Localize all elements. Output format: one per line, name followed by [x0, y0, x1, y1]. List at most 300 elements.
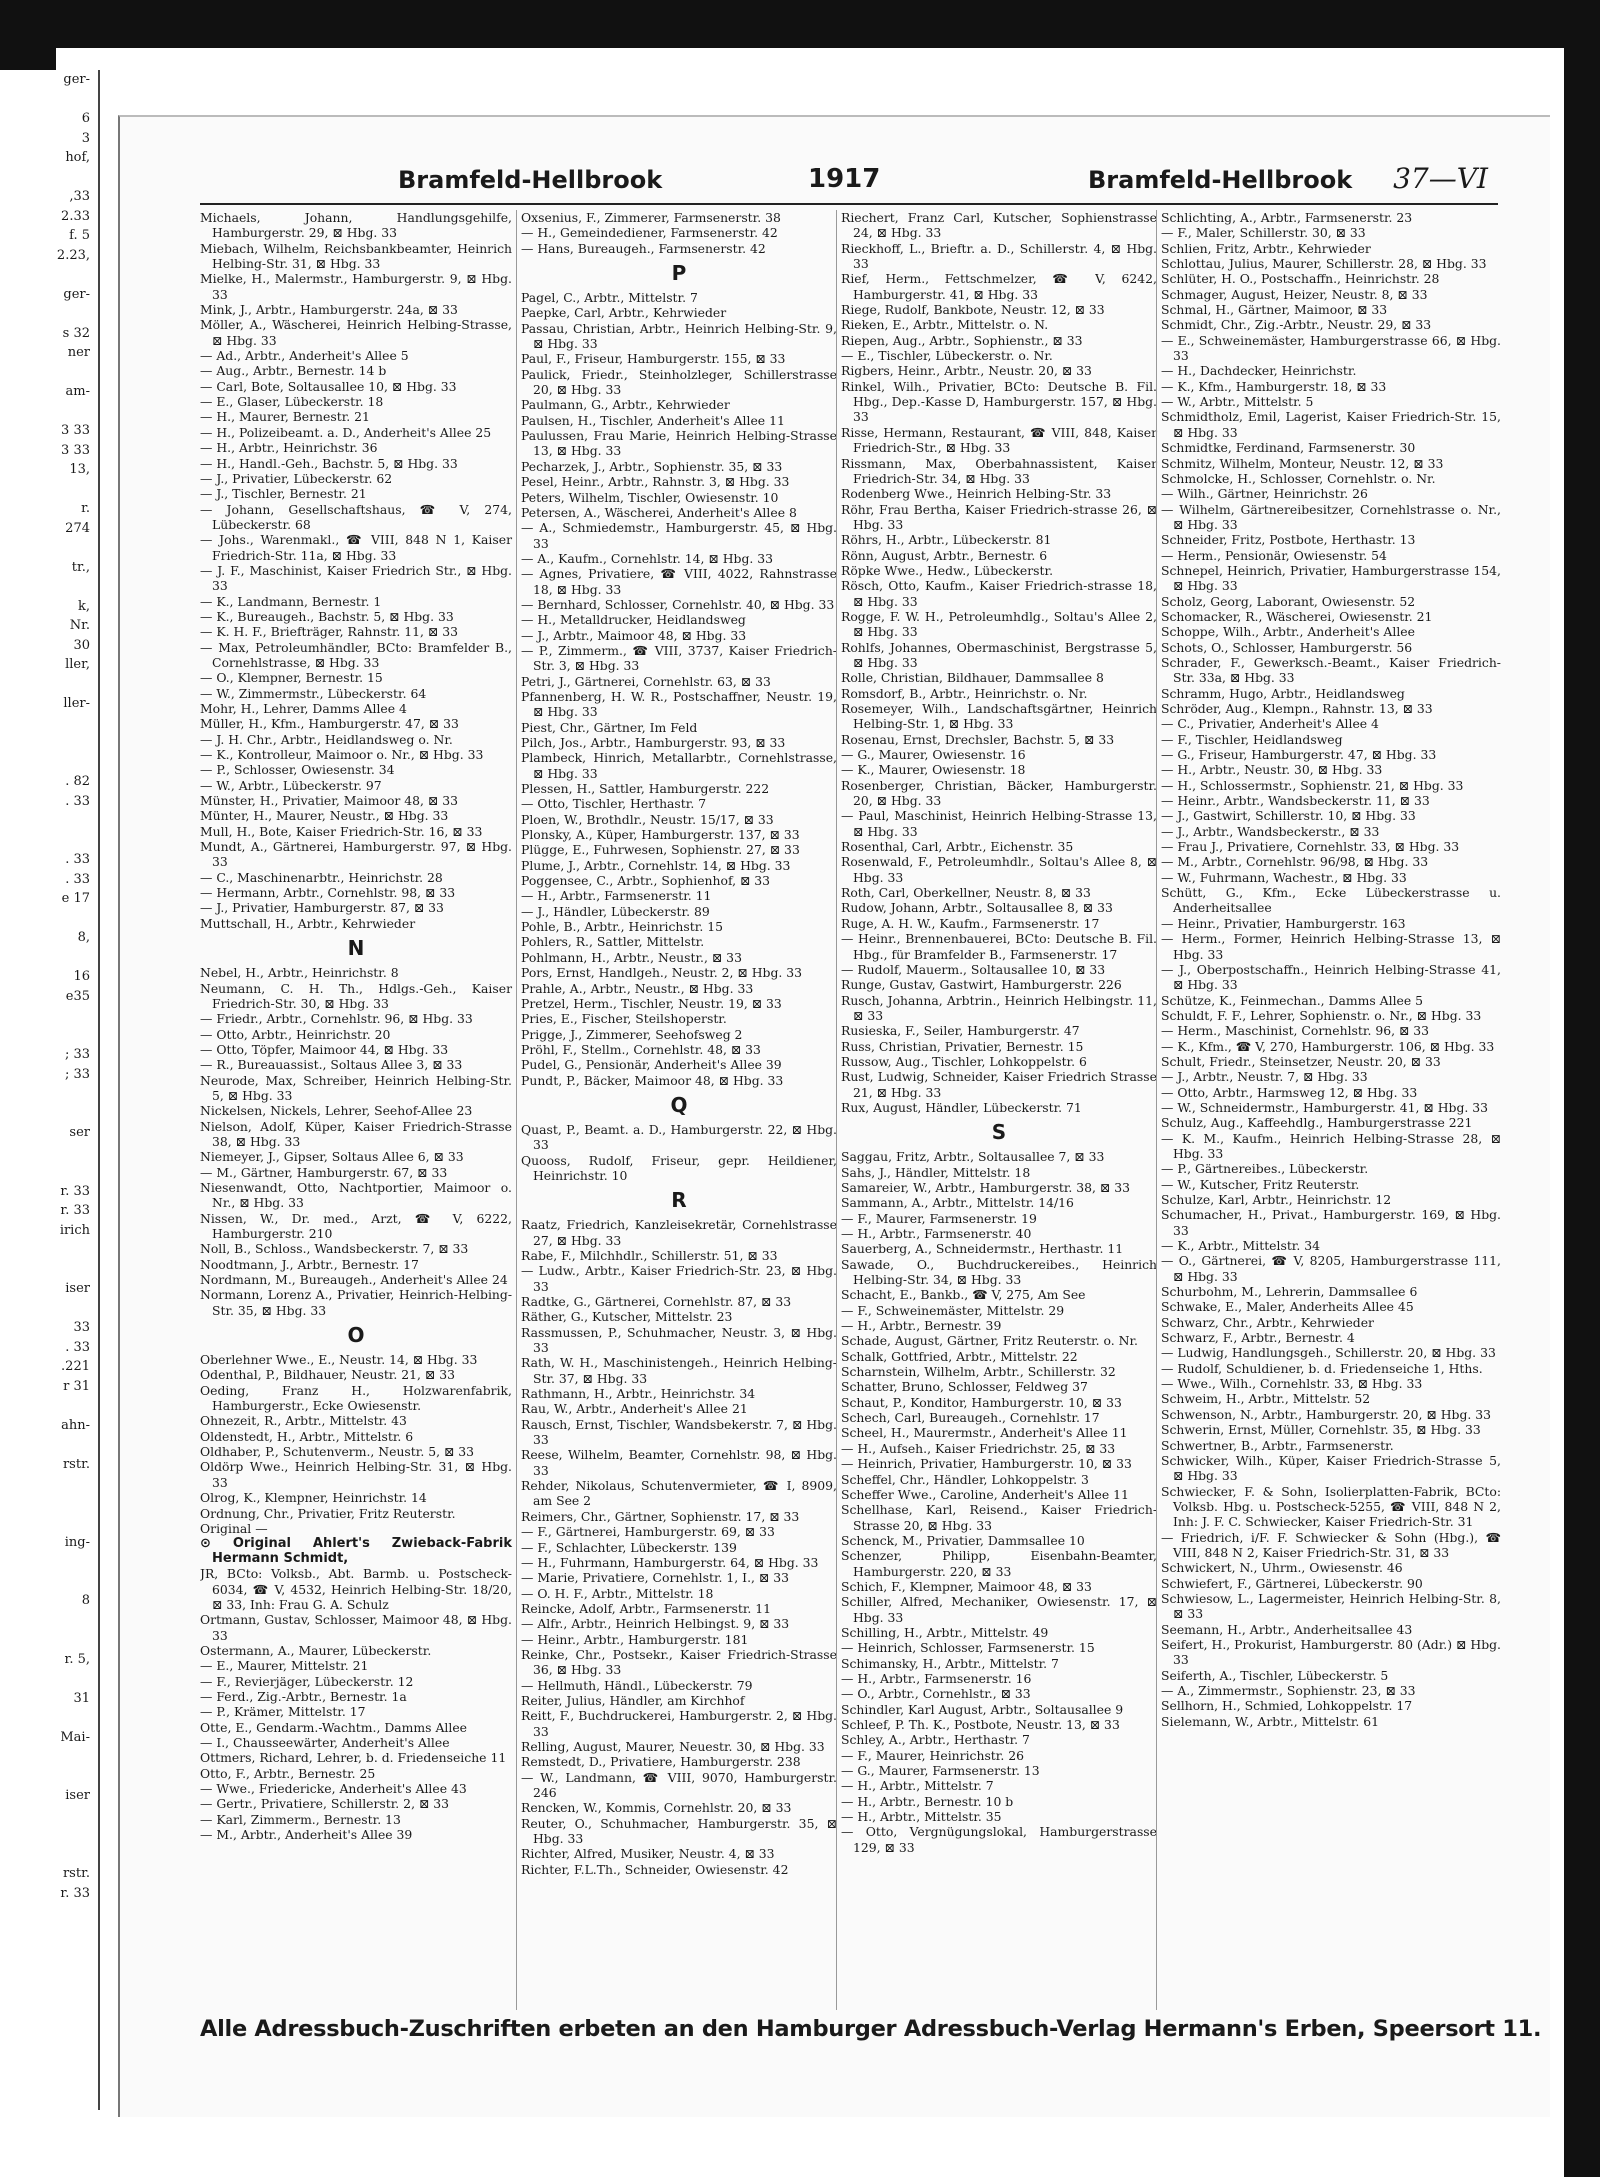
margin-fragment: r 31 — [63, 1378, 90, 1394]
directory-entry: Schwicker, Wilh., Küper, Kaiser Friedrich-Strasse 5, ⊠ Hbg. 33 — [1161, 1452, 1501, 1484]
directory-entry: Schleef, P. Th. K., Postbote, Neustr. 13, ⊠ 33 — [841, 1717, 1120, 1732]
directory-entry: — Otto, Tischler, Herthastr. 7 — [521, 796, 707, 812]
margin-fragment: ing- — [64, 1534, 90, 1550]
directory-entry: Schwerin, Ernst, Müller, Cornehlstr. 35, ⊠ Hbg. 33 — [1161, 1422, 1481, 1438]
directory-entry: — Herm., Former, Heinrich Helbing-Strasse 13, ⊠ Hbg. 33 — [1161, 931, 1501, 962]
directory-entry: Paul, F., Friseur, Hamburgerstr. 155, ⊠ 33 — [521, 351, 786, 367]
margin-fragment: . 33 — [65, 852, 90, 867]
directory-entry: — O., Klempner, Bernestr. 15 — [200, 670, 383, 686]
directory-entry: — Ferd., Zig.-Arbtr., Bernestr. 1a — [200, 1688, 407, 1704]
section-letter: S — [991, 1120, 1007, 1145]
directory-entry: — O., Arbtr., Cornehlstr., ⊠ 33 — [841, 1686, 1031, 1702]
margin-fragment — [0, 1084, 98, 1104]
directory-entry: — Heinrich, Schlosser, Farmsenerstr. 15 — [841, 1640, 1095, 1656]
margin-fragment — [0, 714, 98, 734]
margin-fragment: k, — [77, 598, 90, 614]
directory-entry: Röhr, Frau Bertha, Kaiser Friedrich-strasse 26, ⊠ Hbg. 33 — [841, 501, 1157, 532]
directory-column-3 — [836, 210, 1161, 2010]
directory-entry: Schech, Carl, Bureaugeh., Cornehlstr. 17 — [841, 1410, 1100, 1426]
directory-entry: — W., Zimmermstr., Lübeckerstr. 64 — [200, 685, 427, 701]
margin-fragment: ller, — [65, 657, 90, 672]
directory-entry: Schlottau, Julius, Maurer, Schillerstr. 28, ⊠ Hbg. 33 — [1161, 256, 1487, 272]
directory-entry: Otte, E., Gendarm.-Wachtm., Damms Allee — [200, 1719, 468, 1735]
margin-fragment: ger- — [63, 72, 90, 87]
directory-entry: — K., Maurer, Owiesenstr. 18 — [841, 762, 1026, 778]
directory-entry: Raatz, Friedrich, Kanzleisekretär, Cornehlstrasse 27, ⊠ Hbg. 33 — [521, 1217, 837, 1248]
directory-entry: Pesel, Heinr., Arbtr., Rahnstr. 3, ⊠ Hbg. 33 — [521, 474, 790, 490]
directory-entry: Pröhl, F., Stellm., Cornehlstr. 48, ⊠ 33 — [521, 1041, 761, 1057]
directory-entry: — W., Schneidermstr., Hamburgerstr. 41, ⊠ Hbg. 33 — [1161, 1099, 1489, 1115]
margin-fragment: r. 33 — [60, 1203, 90, 1218]
margin-fragment — [0, 1006, 98, 1026]
directory-entry: Münster, H., Privatier, Maimoor 48, ⊠ 33 — [200, 793, 458, 809]
directory-entry: Pilch, Jos., Arbtr., Hamburgerstr. 93, ⊠ 33 — [521, 735, 786, 750]
directory-entry: Prigge, J., Zimmerer, Seehofsweg 2 — [521, 1026, 743, 1042]
directory-entry: — K., Kfm., Hamburgerstr. 18, ⊠ 33 — [1161, 378, 1387, 394]
directory-entry: Mull, H., Bote, Kaiser Friedrich-Str. 16, ⊠ 33 — [200, 823, 483, 839]
directory-entry: — F., Schlachter, Lübeckerstr. 139 — [521, 1539, 737, 1555]
directory-entry: — W., Landmann, ☎ VIII, 9070, Hamburgerstr. 246 — [521, 1769, 837, 1800]
margin-fragment: r. — [81, 501, 90, 516]
directory-entry: Sahs, J., Händler, Mittelstr. 18 — [841, 1164, 1031, 1180]
directory-entry: Schaut, P., Konditor, Hamburgerstr. 10, ⊠ 33 — [841, 1394, 1122, 1410]
directory-entry: — H., Arbtr., Farmsenerstr. 11 — [521, 888, 712, 904]
margin-fragment — [0, 90, 98, 110]
directory-entry: — K., Arbtr., Mittelstr. 34 — [1161, 1238, 1321, 1254]
margin-fragment — [0, 909, 98, 929]
directory-entry: — Otto, Arbtr., Heinrichstr. 20 — [200, 1026, 391, 1042]
directory-entry: Rosenwald, F., Petroleumhdlr., Soltau's Allee 8, ⊠ Hbg. 33 — [841, 854, 1157, 885]
directory-entry: Schenck, M., Privatier, Dammsallee 10 — [841, 1532, 1085, 1548]
directory-entry: — Alfr., Arbtr., Heinrich Helbingst. 9, ⊠ 33 — [521, 1616, 790, 1632]
directory-entry: — F., Gärtnerei, Hamburgerstr. 69, ⊠ 33 — [521, 1524, 775, 1540]
margin-fragment: . 33 — [65, 871, 90, 887]
margin-fragment: 2.33 — [61, 208, 90, 224]
directory-entry: Schmager, August, Heizer, Neustr. 8, ⊠ 33 — [1161, 286, 1428, 302]
margin-fragment — [0, 168, 98, 188]
margin-fragment: 6 — [81, 111, 90, 126]
directory-entry: — F., Maler, Schillerstr. 30, ⊠ 33 — [1161, 225, 1366, 241]
directory-entry: Röhrs, H., Arbtr., Lübeckerstr. 81 — [841, 532, 1052, 548]
directory-entry: — Otto, Vergnügungslokal, Hamburgerstrasse 129, ⊠ 33 — [841, 1824, 1157, 1855]
directory-entry: — H., Maurer, Bernestr. 21 — [200, 409, 370, 425]
directory-entry: — Friedrich, i/F. F. Schwiecker & Sohn (Hbg.), ☎ VIII, 848 N 2, Kaiser Friedrich-Str. 31, ⊠ 33 — [1161, 1529, 1501, 1560]
margin-fragment: 8 — [81, 1593, 90, 1608]
margin-fragment — [0, 1435, 98, 1455]
margin-fragment: rstr. — [62, 1866, 90, 1881]
directory-entry: Schurbohm, M., Lehrerin, Dammsallee 6 — [1161, 1284, 1418, 1300]
margin-fragment: s 32 — [62, 325, 90, 341]
directory-entry: — Max, Petroleumhändler, BCto: Bramfelder B., Cornehlstrasse, ⊠ Hbg. 33 — [200, 639, 512, 670]
directory-entry: Rosemeyer, Wilh., Landschaftsgärtner, Heinrich Helbing-Str. 1, ⊠ Hbg. 33 — [841, 701, 1157, 732]
directory-entry: Schlien, Fritz, Arbtr., Kehrwieder — [1161, 240, 1371, 256]
header-rule — [200, 203, 1498, 205]
directory-entry: Schulze, Karl, Arbtr., Heinrichstr. 12 — [1161, 1192, 1392, 1207]
directory-entry: Schwake, E., Maler, Anderheits Allee 45 — [1161, 1299, 1414, 1315]
directory-entry: Radtke, G., Gärtnerei, Cornehlstr. 87, ⊠ 33 — [521, 1294, 792, 1309]
margin-fragment — [0, 1494, 98, 1514]
margin-fragment: 13, — [69, 462, 90, 477]
margin-fragment: ,33 — [69, 189, 90, 204]
directory-entry: — E., Schweinemäster, Hamburgerstrasse 66, ⊠ Hbg. 33 — [1161, 332, 1501, 364]
directory-entry: Samareier, W., Arbtr., Hamburgerstr. 38, ⊠ 33 — [841, 1179, 1131, 1195]
directory-entry: Schneider, Fritz, Postbote, Herthastr. 13 — [1161, 532, 1416, 548]
directory-entry: Müller, H., Kfm., Hamburgerstr. 47, ⊠ 33 — [200, 716, 459, 732]
directory-entry: Pudel, G., Pensionär, Anderheit's Allee 39 — [521, 1057, 782, 1073]
directory-entry: Schwarz, F., Arbtr., Bernestr. 4 — [1161, 1330, 1355, 1346]
scan-border-left — [0, 0, 56, 70]
directory-entry: Schwarz, Chr., Arbtr., Kehrwieder — [1161, 1314, 1374, 1330]
directory-entry: — Heinr., Arbtr., Wandsbeckerstr. 11, ⊠ 33 — [1161, 793, 1430, 809]
scan-border-top — [0, 0, 1600, 48]
directory-entry: Paepke, Carl, Arbtr., Kehrwieder — [521, 305, 727, 321]
directory-entry: — O. H. F., Arbtr., Mittelstr. 18 — [521, 1585, 714, 1601]
directory-entry: Nissen, W., Dr. med., Arzt, ☎ V, 6222, Hamburgerstr. 210 — [200, 1210, 512, 1241]
directory-entry: — Marie, Privatiere, Cornehlstr. 1, I., ⊠ 33 — [521, 1570, 789, 1586]
margin-fragment — [0, 1474, 98, 1494]
directory-entry: Russow, Aug., Tischler, Lohkoppelstr. 6 — [841, 1053, 1087, 1069]
directory-entry: — Wwe., Wilh., Cornehlstr. 33, ⊠ Hbg. 33 — [1161, 1376, 1423, 1392]
margin-fragment — [0, 1825, 98, 1845]
directory-column-2 — [516, 210, 841, 2010]
margin-fragment — [0, 1162, 98, 1182]
directory-entry: Reese, Wilhelm, Beamter, Cornehlstr. 98, ⊠ Hbg. 33 — [521, 1447, 837, 1478]
margin-fragment: ner — [67, 345, 90, 360]
header-right-title: Bramfeld-Hellbrook — [1088, 166, 1353, 194]
margin-fragment — [0, 1143, 98, 1163]
directory-entry: — Otto, Arbtr., Harmsweg 12, ⊠ Hbg. 33 — [1161, 1084, 1418, 1100]
directory-entry: Original — — [200, 1520, 268, 1536]
directory-entry: Pecharzek, J., Arbtr., Sophienstr. 35, ⊠ 33 — [521, 458, 783, 474]
directory-entry: Ostermann, A., Maurer, Lübeckerstr. — [200, 1642, 432, 1658]
directory-entry: Richter, F.L.Th., Schneider, Owiesenstr. 42 — [521, 1861, 789, 1877]
margin-fragment: ser — [69, 1125, 90, 1140]
directory-entry: Riepen, Aug., Arbtr., Sophienstr., ⊠ 33 — [841, 332, 1083, 348]
directory-entry: Schmidt, Chr., Zig.-Arbtr., Neustr. 29, ⊠ 33 — [1161, 317, 1432, 333]
directory-entry: Pagel, C., Arbtr., Mittelstr. 7 — [521, 290, 698, 306]
margin-fragment — [0, 1747, 98, 1767]
directory-entry: — A., Kaufm., Cornehlstr. 14, ⊠ Hbg. 33 — [521, 550, 774, 566]
directory-entry: Oldörp Wwe., Heinrich Helbing-Str. 31, ⊠ Hbg. 33 — [200, 1459, 512, 1490]
directory-entry: Seemann, H., Arbtr., Anderheitsallee 43 — [1161, 1621, 1413, 1637]
directory-column-1 — [200, 210, 516, 2010]
directory-entry: Scheffel, Chr., Händler, Lohkoppelstr. 3 — [841, 1471, 1089, 1487]
directory-entry: Rinkel, Wilh., Privatier, BCto: Deutsche B. Fil. Hbg., Dep.-Kasse D, Hamburgerstr. 157, ⊠ Hbg. 33 — [841, 378, 1157, 425]
directory-entry: — Wilhelm, Gärtnereibesitzer, Cornehlstrasse o. Nr., ⊠ Hbg. 33 — [1161, 501, 1501, 532]
directory-entry: Schoppe, Wilh., Arbtr., Anderheit's Allee — [1161, 624, 1415, 640]
directory-entry: Relling, August, Maurer, Neuestr. 30, ⊠ Hbg. 33 — [521, 1738, 825, 1754]
margin-fragment: . 33 — [65, 1339, 90, 1355]
directory-entry: Schellhase, Karl, Reisend., Kaiser Friedrich-Strasse 20, ⊠ Hbg. 33 — [841, 1502, 1157, 1533]
directory-entry: — Paul, Maschinist, Heinrich Helbing-Strasse 13, ⊠ Hbg. 33 — [841, 808, 1157, 839]
directory-entry: — C., Maschinenarbtr., Heinrichstr. 28 — [200, 869, 443, 885]
margin-fragment — [0, 753, 98, 773]
directory-entry: Schacht, E., Bankb., ☎ V, 275, Am See — [841, 1287, 1086, 1303]
directory-entry: Schulz, Aug., Kaffeehdlg., Hamburgerstrasse 221 — [1161, 1115, 1473, 1131]
directory-entry: Rieckhoff, L., Brieftr. a. D., Schillerstr. 4, ⊠ Hbg. 33 — [841, 240, 1157, 272]
directory-entry: — H., Fuhrmann, Hamburgerstr. 64, ⊠ Hbg. 33 — [521, 1554, 819, 1570]
directory-entry: Saggau, Fritz, Arbtr., Soltausallee 7, ⊠ 33 — [841, 1149, 1105, 1165]
directory-entry: Niesenwandt, Otto, Nachtportier, Maimoor o. Nr., ⊠ Hbg. 33 — [200, 1179, 512, 1211]
directory-entry: Rausch, Ernst, Tischler, Wandsbekerstr. 7, ⊠ Hbg. 33 — [521, 1416, 837, 1448]
margin-fragment: tr., — [71, 559, 90, 575]
directory-entry: — Wilh., Gärtner, Heinrichstr. 26 — [1161, 486, 1368, 502]
directory-entry: — Ad., Arbtr., Anderheit's Allee 5 — [200, 348, 409, 364]
directory-entry: Rassmussen, P., Schuhmacher, Neustr. 3, ⊠ Hbg. 33 — [521, 1324, 837, 1356]
directory-entry: Sielemann, W., Arbtr., Mittelstr. 61 — [1161, 1713, 1380, 1729]
directory-entry: Otto, F., Arbtr., Bernestr. 25 — [200, 1765, 376, 1781]
directory-entry: Schiller, Alfred, Mechaniker, Owiesenstr. 17, ⊠ Hbg. 33 — [841, 1594, 1157, 1625]
directory-entry: Rau, W., Arbtr., Anderheit's Allee 21 — [521, 1401, 748, 1417]
previous-page-margin — [0, 70, 100, 2110]
margin-fragment — [0, 1026, 98, 1046]
margin-fragment — [0, 811, 98, 831]
directory-entry: — H., Gemeindediener, Farmsenerstr. 42 — [521, 225, 778, 241]
directory-entry: Sellhorn, H., Schmied, Lohkoppelstr. 17 — [1161, 1698, 1413, 1714]
header-left-title: Bramfeld-Hellbrook — [398, 166, 663, 194]
directory-entry: Quast, P., Beamt. a. D., Hamburgerstr. 22, ⊠ Hbg. 33 — [521, 1121, 837, 1153]
margin-fragment — [0, 1572, 98, 1592]
directory-entry: Nebel, H., Arbtr., Heinrichstr. 8 — [200, 965, 399, 981]
directory-entry: — W., Fuhrmann, Wachestr., ⊠ Hbg. 33 — [1161, 869, 1407, 885]
directory-entry: Noodtmann, J., Arbtr., Bernestr. 17 — [200, 1256, 419, 1272]
directory-entry: — H., Arbtr., Farmsenerstr. 40 — [841, 1226, 1032, 1241]
margin-fragment — [0, 538, 98, 558]
directory-entry: Peters, Wilhelm, Tischler, Owiesenstr. 10 — [521, 489, 779, 505]
directory-entry: Rencken, W., Kommis, Cornehlstr. 20, ⊠ 33 — [521, 1800, 792, 1816]
directory-entry: Schmitz, Wilhelm, Monteur, Neustr. 12, ⊠ 33 — [1161, 455, 1444, 471]
margin-fragment: .221 — [61, 1359, 90, 1374]
margin-fragment — [0, 1611, 98, 1631]
directory-entry: Rönn, August, Arbtr., Bernestr. 6 — [841, 547, 1048, 563]
directory-entry: — Karl, Zimmerm., Bernestr. 13 — [200, 1811, 401, 1827]
directory-entry: — Carl, Bote, Soltausallee 10, ⊠ Hbg. 33 — [200, 378, 457, 394]
directory-entry: — H., Arbtr., Farmsenerstr. 16 — [841, 1670, 1032, 1686]
directory-entry: — P., Krämer, Mittelstr. 17 — [200, 1704, 366, 1720]
directory-entry: — Johs., Warenmakl., ☎ VIII, 848 N 1, Kaiser Friedrich-Str. 11a, ⊠ Hbg. 33 — [200, 532, 512, 563]
directory-entry: Scholz, Georg, Laborant, Owiesenstr. 52 — [1161, 593, 1416, 609]
directory-entry: Oeding, Franz H., Holzwarenfabrik, Hamburgerstr., Ecke Owiesenstr. — [200, 1382, 512, 1414]
directory-entry: Nordmann, M., Bureaugeh., Anderheit's Allee 24 — [200, 1272, 508, 1288]
margin-fragment: e35 — [65, 988, 90, 1004]
directory-entry: Schich, F., Klempner, Maimoor 48, ⊠ 33 — [841, 1578, 1092, 1594]
directory-entry: Schwickert, N., Uhrm., Owiesenstr. 46 — [1161, 1560, 1403, 1576]
margin-fragment — [0, 733, 98, 753]
directory-entry: — R., Bureauassist., Soltaus Allee 3, ⊠ 33 — [200, 1057, 463, 1073]
directory-entry: — K., Kontrolleur, Maimoor o. Nr., ⊠ Hbg. 33 — [200, 747, 484, 763]
directory-entry: Miebach, Wilhelm, Reichsbankbeamter, Heinrich Helbing-Str. 31, ⊠ Hbg. 33 — [200, 240, 512, 272]
directory-entry: Paulmann, G., Arbtr., Kehrwieder — [521, 397, 730, 413]
directory-entry: — W., Kutscher, Fritz Reuterstr. — [1161, 1176, 1360, 1192]
directory-entry: Schröder, Aug., Klempn., Rahnstr. 13, ⊠ 33 — [1161, 701, 1433, 716]
directory-entry: Scharnstein, Wilhelm, Arbtr., Schillerstr. 32 — [841, 1364, 1116, 1380]
directory-entry: Muttschall, H., Arbtr., Kehrwieder — [200, 915, 416, 931]
directory-entry: Reiter, Julius, Händler, am Kirchhof — [521, 1692, 745, 1708]
directory-entry: — H., Schlossermstr., Sophienstr. 21, ⊠ Hbg. 33 — [1161, 777, 1464, 793]
directory-entry: Rieken, E., Arbtr., Mittelstr. o. N. — [841, 317, 1049, 333]
directory-entry: — F., Tischler, Heidlandsweg — [1161, 731, 1343, 747]
margin-fragment — [0, 304, 98, 324]
directory-entry: Schley, A., Arbtr., Herthastr. 7 — [841, 1732, 1030, 1748]
directory-entry: Scheffer Wwe., Caroline, Anderheit's Allee 11 — [841, 1486, 1129, 1502]
directory-entry: Poggensee, C., Arbtr., Sophienhof, ⊠ 33 — [521, 873, 771, 889]
margin-fragment: hof, — [65, 150, 90, 165]
directory-entry: Schimansky, H., Arbtr., Mittelstr. 7 — [841, 1655, 1059, 1671]
directory-entry: — Rudolf, Schuldiener, b. d. Friedenseiche 1, Hths. — [1161, 1360, 1483, 1376]
directory-entry: — F., Maurer, Heinrichstr. 26 — [841, 1747, 1024, 1763]
directory-entry: Pfannenberg, H. W. R., Postschaffner, Neustr. 19, ⊠ Hbg. 33 — [521, 688, 837, 720]
directory-entry: Pohlmann, H., Arbtr., Neustr., ⊠ 33 — [521, 949, 742, 965]
directory-entry: Rösch, Otto, Kaufm., Kaiser Friedrich-strasse 18, ⊠ Hbg. 33 — [841, 578, 1157, 609]
directory-entry: Mielke, H., Malermstr., Hamburgerstr. 9, ⊠ Hbg. 33 — [200, 271, 512, 302]
directory-entry: — Gertr., Privatiere, Schillerstr. 2, ⊠ 33 — [200, 1796, 450, 1812]
directory-entry: — H., Arbtr., Bernestr. 39 — [841, 1318, 1002, 1334]
margin-fragment — [0, 1630, 98, 1650]
margin-fragment — [0, 831, 98, 851]
directory-entry: Schütze, K., Feinmechan., Damms Allee 5 — [1161, 992, 1424, 1008]
directory-entry: — Ludw., Arbtr., Kaiser Friedrich-Str. 23, ⊠ Hbg. 33 — [521, 1263, 837, 1294]
directory-entry: Oberlehner Wwe., E., Neustr. 14, ⊠ Hbg. 33 — [200, 1352, 478, 1368]
directory-entry: — A., Zimmermstr., Sophienstr. 23, ⊠ 33 — [1161, 1683, 1416, 1698]
directory-entry: Schots, O., Schlosser, Hamburgerstr. 56 — [1161, 639, 1413, 655]
directory-entry: Seifert, H., Prokurist, Hamburgerstr. 80 (Adr.) ⊠ Hbg. 33 — [1161, 1636, 1501, 1668]
directory-entry: — A., Schmiedemstr., Hamburgerstr. 45, ⊠ Hbg. 33 — [521, 520, 837, 551]
margin-fragment: ger- — [63, 286, 90, 302]
directory-entry: Richter, Alfred, Musiker, Neustr. 4, ⊠ 33 — [521, 1846, 775, 1862]
directory-entry: Rust, Ludwig, Schneider, Kaiser Friedrich Strasse 21, ⊠ Hbg. 33 — [841, 1069, 1157, 1100]
margin-fragment: 33 — [73, 1320, 90, 1335]
directory-entry: Schenzer, Philipp, Eisenbahn-Beamter, Hamburgerstr. 220, ⊠ 33 — [841, 1548, 1157, 1579]
directory-entry: Remstedt, D., Privatiere, Hamburgerstr. 238 — [521, 1754, 801, 1770]
directory-entry: Paulick, Friedr., Steinholzleger, Schillerstrasse 20, ⊠ Hbg. 33 — [521, 366, 837, 398]
directory-entry: — H., Arbtr., Mittelstr. 7 — [841, 1778, 994, 1794]
directory-entry: — Heinr., Arbtr., Hamburgerstr. 181 — [521, 1631, 749, 1647]
directory-entry: Schomacker, R., Wäscherei, Owiesenstr. 21 — [1161, 608, 1433, 624]
directory-entry: Schuldt, F. F., Lehrer, Sophienstr. o. Nr., ⊠ Hbg. 33 — [1161, 1007, 1482, 1023]
directory-entry: Rosenberger, Christian, Bäcker, Hamburgerstr. 20, ⊠ Hbg. 33 — [841, 777, 1157, 809]
directory-entry: Rodenberg Wwe., Heinrich Helbing-Str. 33 — [841, 486, 1112, 502]
directory-entry: — K. M., Kaufm., Heinrich Helbing-Strasse 28, ⊠ Hbg. 33 — [1161, 1130, 1501, 1161]
directory-entry: — Bernhard, Schlosser, Cornehlstr. 40, ⊠ Hbg. 33 — [521, 596, 835, 612]
scan-border-right — [1564, 0, 1600, 2177]
directory-entry: — P., Zimmerm., ☎ VIII, 3737, Kaiser Friedrich-Str. 3, ⊠ Hbg. 33 — [521, 642, 837, 674]
directory-entry: — H., Arbtr., Mittelstr. 35 — [841, 1809, 1002, 1825]
directory-entry: — Rudolf, Mauerm., Soltausallee 10, ⊠ 33 — [841, 961, 1106, 977]
margin-fragment — [0, 1104, 98, 1124]
directory-entry: Schütt, G., Kfm., Ecke Lübeckerstrasse u. Anderheitsallee — [1161, 885, 1501, 916]
directory-entry: — K. H. F., Briefträger, Rahnstr. 11, ⊠ 33 — [200, 624, 458, 640]
margin-fragment: r. 5, — [64, 1651, 90, 1667]
directory-entry: Schlüter, H. O., Postschaffn., Heinrichstr. 28 — [1161, 271, 1440, 287]
directory-entry: Reinke, Chr., Postsekr., Kaiser Friedrich-Strasse 36, ⊠ Hbg. 33 — [521, 1646, 837, 1678]
directory-entry: — Heinr., Privatier, Hamburgerstr. 163 — [1161, 915, 1406, 931]
margin-fragment — [0, 948, 98, 968]
section-letter: O — [347, 1323, 365, 1348]
directory-entry: Rath, W. H., Maschinistengeh., Heinrich Helbing-Str. 37, ⊠ Hbg. 33 — [521, 1355, 837, 1386]
margin-fragment: 274 — [65, 520, 90, 536]
directory-entry: — O., Gärtnerei, ☎ V, 8205, Hamburgerstrasse 111, ⊠ Hbg. 33 — [1161, 1253, 1501, 1284]
margin-fragment — [0, 1806, 98, 1826]
directory-entry: Paulsen, H., Tischler, Anderheit's Allee 11 — [521, 412, 785, 428]
directory-entry: Nielson, Adolf, Küper, Kaiser Friedrich-Strasse 38, ⊠ Hbg. 33 — [200, 1118, 512, 1149]
directory-entry: Neumann, C. H. Th., Hdlgs.-Geh., Kaiser Friedrich-Str. 30, ⊠ Hbg. 33 — [200, 980, 512, 1011]
margin-fragment — [0, 1845, 98, 1865]
directory-entry: — J., Arbtr., Wandsbeckerstr., ⊠ 33 — [1161, 823, 1380, 839]
directory-entry: Plambeck, Hinrich, Metallarbtr., Cornehlstrasse, ⊠ Hbg. 33 — [521, 750, 837, 781]
directory-entry: — H., Handl.-Geh., Bachstr. 5, ⊠ Hbg. 33 — [200, 455, 458, 471]
directory-entry: Oxsenius, F., Zimmerer, Farmsenerstr. 38 — [521, 210, 781, 225]
margin-fragment: ller- — [63, 696, 90, 711]
publisher-footer: Alle Adressbuch-Zuschriften erbeten an den Hamburger Adressbuch-Verlag Hermann's Erben, Speersort 11. — [200, 2016, 1542, 2042]
directory-entry: Pohle, B., Arbtr., Heinrichstr. 15 — [521, 919, 723, 935]
directory-entry: Rigbers, Heinr., Arbtr., Neustr. 20, ⊠ 33 — [841, 363, 1092, 379]
directory-entry: Schult, Friedr., Steinsetzer, Neustr. 20, ⊠ 33 — [1161, 1053, 1441, 1069]
directory-entry: — Johann, Gesellschaftshaus, ☎ V, 274, Lübeckerstr. 68 — [200, 501, 512, 532]
directory-entry: Schmal, H., Gärtner, Maimoor, ⊠ 33 — [1161, 302, 1388, 318]
directory-entry: — E., Maurer, Mittelstr. 21 — [200, 1658, 369, 1674]
margin-fragment — [0, 577, 98, 597]
directory-entry: Neurode, Max, Schreiber, Heinrich Helbing-Str. 5, ⊠ Hbg. 33 — [200, 1072, 512, 1103]
directory-entry: — F., Revierjäger, Lübeckerstr. 12 — [200, 1673, 414, 1689]
directory-entry: Romsdorf, B., Arbtr., Heinrichstr. o. Nr. — [841, 685, 1088, 701]
directory-entry: Petersen, A., Wäscherei, Anderheit's Allee 8 — [521, 504, 797, 520]
directory-entry: — Aug., Arbtr., Bernestr. 14 b — [200, 363, 387, 379]
margin-fragment: . 33 — [65, 793, 90, 809]
directory-entry: Reitt, F., Buchdruckerei, Hamburgerstr. 2, ⊠ Hbg. 33 — [521, 1708, 837, 1739]
directory-entry: — E., Tischler, Lübeckerstr. o. Nr. — [841, 348, 1053, 364]
directory-entry: Rissmann, Max, Oberbahnassistent, Kaiser Friedrich-Str. 34, ⊠ Hbg. 33 — [841, 455, 1157, 486]
directory-entry: Passau, Christian, Arbtr., Heinrich Helbing-Str. 9, ⊠ Hbg. 33 — [521, 320, 837, 352]
margin-fragment: ; 33 — [64, 1066, 90, 1082]
margin-fragment — [0, 265, 98, 285]
directory-entry: Schwiecker, F. & Sohn, Isolierplatten-Fabrik, BCto: Volksb. Hbg. u. Postscheck-5255, ☎ VIII, 848 N 2, Inh: J. F. C. Schwiecker, Kaiser Friedrich-Str. 31 — [1161, 1483, 1501, 1530]
directory-entry: Seiferth, A., Tischler, Lübeckerstr. 5 — [1161, 1667, 1389, 1683]
directory-entry: Sawade, O., Buchdruckereibes., Heinrich Helbing-Str. 34, ⊠ Hbg. 33 — [841, 1256, 1157, 1288]
directory-entry: Möller, A., Wäscherei, Heinrich Helbing-Strasse, ⊠ Hbg. 33 — [200, 317, 512, 348]
directory-entry: — Herm., Pensionär, Owiesenstr. 54 — [1161, 547, 1387, 563]
directory-entry: — C., Privatier, Anderheit's Allee 4 — [1161, 716, 1379, 732]
directory-entry: Russ, Christian, Privatier, Bernestr. 15 — [841, 1038, 1084, 1054]
directory-entry: Rosenau, Ernst, Drechsler, Bachstr. 5, ⊠ 33 — [841, 731, 1115, 747]
directory-entry: — M., Gärtner, Hamburgerstr. 67, ⊠ 33 — [200, 1164, 448, 1180]
directory-entry: Rogge, F. W. H., Petroleumhdlg., Soltau's Allee 2, ⊠ Hbg. 33 — [841, 608, 1157, 640]
margin-fragment: 31 — [73, 1690, 90, 1706]
directory-entry: Quooss, Rudolf, Friseur, gepr. Heildiener, Heinrichstr. 10 — [521, 1152, 837, 1183]
section-letter: R — [671, 1188, 687, 1213]
directory-entry: Sauerberg, A., Schneidermstr., Herthastr. 11 — [841, 1241, 1124, 1257]
margin-fragment: 2.23, — [56, 247, 90, 263]
directory-entry: — J. F., Maschinist, Kaiser Friedrich Str., ⊠ Hbg. 33 — [200, 562, 512, 594]
margin-fragment: ahn- — [61, 1417, 90, 1433]
directory-entry: Prahle, A., Arbtr., Neustr., ⊠ Hbg. 33 — [521, 980, 754, 996]
directory-entry: — J. H. Chr., Arbtr., Heidlandsweg o. Nr. — [200, 731, 453, 747]
directory-entry: Riege, Rudolf, Bankbote, Neustr. 12, ⊠ 33 — [841, 302, 1105, 318]
directory-entry: Schalk, Gottfried, Arbtr., Mittelstr. 22 — [841, 1348, 1078, 1364]
directory-entry: JR, BCto: Volksb., Abt. Barmb. u. Postscheck-6034, ☎ V, 4532, Heinrich Helbing-Str. 18/20, ⊠ 33, Inh: Frau G. A. Schulz — [200, 1566, 512, 1612]
section-letter: P — [671, 261, 687, 286]
directory-entry: Schwiesow, L., Lagermeister, Heinrich Helbing-Str. 8, ⊠ 33 — [1161, 1590, 1501, 1622]
directory-entry: — I., Chausseewärter, Anderheit's Allee — [200, 1734, 450, 1750]
directory-entry: Roth, Carl, Oberkellner, Neustr. 8, ⊠ 33 — [841, 885, 1091, 901]
directory-entry: — K., Bureaugeh., Bachstr. 5, ⊠ Hbg. 33 — [200, 608, 454, 624]
margin-fragment: f. 5 — [69, 228, 90, 243]
directory-entry: Rolle, Christian, Bildhauer, Dammsallee 8 — [841, 670, 1104, 686]
directory-entry: Pors, Ernst, Handlgeh., Neustr. 2, ⊠ Hbg. 33 — [521, 965, 803, 981]
directory-entry: Plügge, E., Fuhrwesen, Sophienstr. 27, ⊠ 33 — [521, 842, 800, 858]
directory-entry: Paulussen, Frau Marie, Heinrich Helbing-Strasse 13, ⊠ Hbg. 33 — [521, 428, 837, 459]
margin-fragment — [0, 675, 98, 695]
section-letter: Q — [670, 1092, 688, 1117]
